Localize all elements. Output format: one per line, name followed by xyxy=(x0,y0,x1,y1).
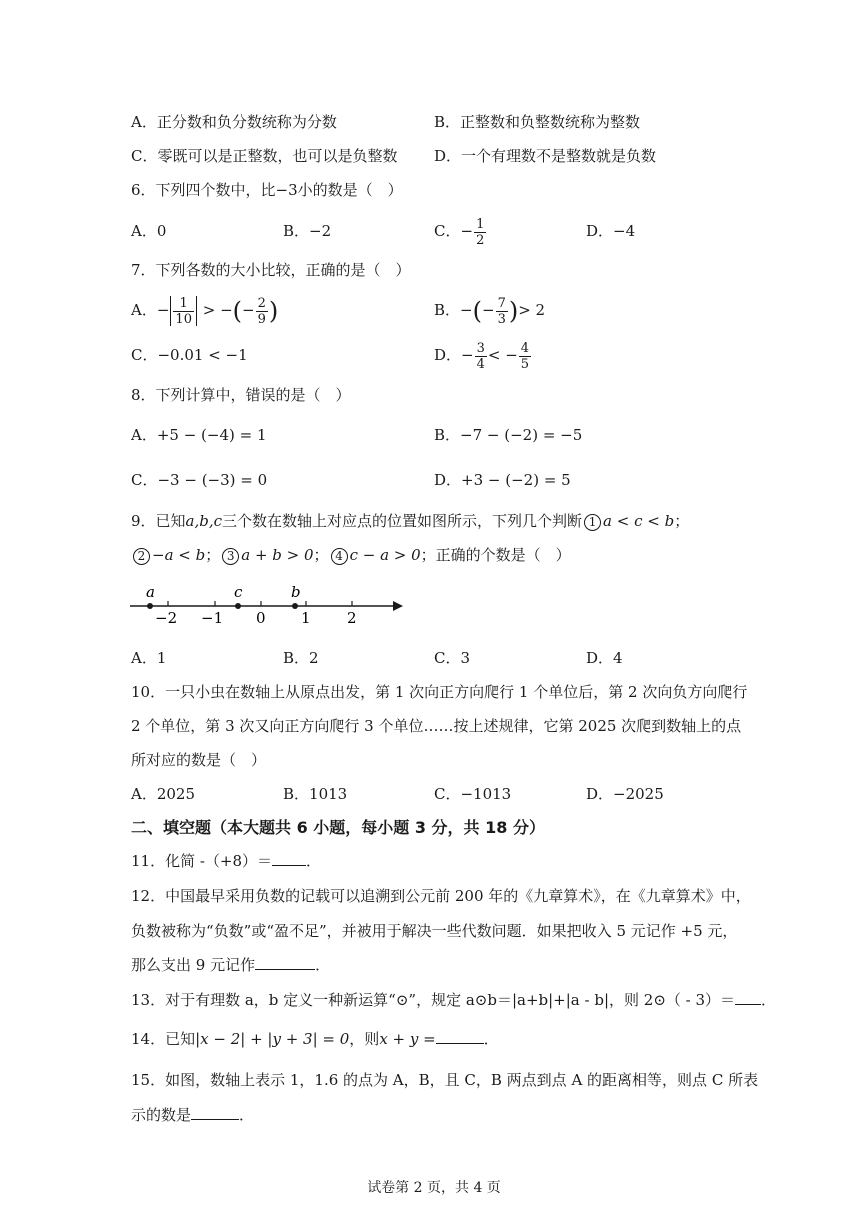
q6-option-c-denominator: 2 xyxy=(476,232,485,248)
q7-option-d-fraction-1 xyxy=(475,341,487,372)
q14-expression: x + y = xyxy=(379,1030,436,1048)
q13-text: 13．对于有理数 a，b 定义一种新运算“⊙”，规定 a⊙b＝|a+b|+|a - b|，则 2⊙（ - 3）＝ xyxy=(131,991,736,1009)
point-c-label: c xyxy=(234,583,243,601)
q9-option-b: B．2 xyxy=(283,649,319,667)
q7-option-b-fraction xyxy=(496,296,508,327)
q6-option-c xyxy=(434,212,487,250)
q5-option-a: A．正分数和负分数统称为分数 xyxy=(131,113,337,131)
q5-option-d: D．一个有理数不是整数就是负数 xyxy=(434,147,657,165)
q7-option-b-suffix: > 2 xyxy=(518,301,546,319)
q7-option-a-prefix: − xyxy=(156,301,170,319)
q6-option-c-label: C． xyxy=(434,222,461,240)
point-b-label: b xyxy=(291,583,301,601)
q7-stem: 7．下列各数的大小比较，正确的是（ ） xyxy=(131,261,411,279)
q12-end: ． xyxy=(315,956,331,974)
q9-line-1-text: 三个数在数轴上对应点的位置如图所示，下列几个判断 xyxy=(222,512,583,530)
q10-line-3: 所对应的数是（ ） xyxy=(131,751,267,769)
q11-answer-blank xyxy=(272,851,306,866)
q9-variables: a,b,c xyxy=(185,512,223,530)
q9-option-a: A．1 xyxy=(131,649,167,667)
q7-option-d-numerator-2: 4 xyxy=(520,340,530,356)
q6-option-c-numerator: 1 xyxy=(476,216,485,232)
q7-option-a-numerator-1: 1 xyxy=(173,296,194,312)
q10-option-d: D．−2025 xyxy=(586,785,664,803)
q5-option-b: B．正整数和负整数统称为整数 xyxy=(434,113,641,131)
q7-option-b-label: B． xyxy=(434,301,461,319)
q14-text-a: 14．已知 xyxy=(131,1030,196,1048)
section-2-heading: 二、填空题（本大题共 6 小题，每小题 3 分，共 18 分） xyxy=(131,818,545,837)
q14 xyxy=(131,1029,499,1049)
q5-option-c: C．零既可以是正整数，也可以是负整数 xyxy=(131,147,398,165)
page-footer: 试卷第 2 页，共 4 页 xyxy=(367,1180,501,1196)
q7-option-a-label: A． xyxy=(131,301,157,319)
q14-end: ． xyxy=(483,1030,499,1048)
tick-label-2: 2 xyxy=(347,609,357,627)
q9-line-2: 2 −a < b； 3 a + b > 0； 4 c − a > 0；正确的个数是（ ） xyxy=(131,545,571,565)
q14-text-b: ，则 xyxy=(349,1030,380,1048)
q13-end: ． xyxy=(761,991,777,1009)
number-line-arrow-icon xyxy=(393,601,403,611)
q6-option-d: D．−4 xyxy=(586,222,636,240)
q9-option-c: C．3 xyxy=(434,649,471,667)
q11-end: ． xyxy=(306,852,322,870)
q9-number-line-figure xyxy=(125,580,415,630)
q9-judgement-3-number: 3 xyxy=(222,548,239,565)
q7-option-b: B．−(− $\frac{7}{3}$ )> 2 xyxy=(434,295,546,327)
q10-line-2: 2 个单位，第 3 次又向正方向爬行 3 个单位……按上述规律，它第 2025 次爬到数轴上的点 xyxy=(131,717,742,735)
q15-line-2-text: 示的数是 xyxy=(131,1106,192,1124)
q7-option-b-numerator: 7 xyxy=(497,295,506,311)
q12-line-3-text: 那么支出 9 元记作 xyxy=(131,956,256,974)
q7-option-a-denominator-1: 10 xyxy=(175,311,192,327)
tick-label-minus-1: −1 xyxy=(201,609,224,627)
q9-line-2-end: ；正确的个数是（ ） xyxy=(420,546,571,564)
q11 xyxy=(131,851,321,871)
q7-option-d-denominator-1: 4 xyxy=(476,356,485,372)
q6-option-c-sign: − xyxy=(460,222,474,240)
q7-option-d-denominator-2: 5 xyxy=(520,356,530,372)
q12-answer-blank xyxy=(255,955,315,970)
q7-option-a-fraction-1 xyxy=(173,296,194,327)
tick-label-0: 0 xyxy=(256,609,266,627)
q8-option-b: B．−7 − (−2) = −5 xyxy=(434,426,583,444)
q9-line-1-prefix: 9．已知 xyxy=(131,512,186,530)
q12-line-3 xyxy=(131,955,330,975)
q9-judgement-1: a < c < b xyxy=(603,512,675,530)
q10-option-b: B．1013 xyxy=(283,785,348,803)
q8-option-d: D．+3 − (−2) = 5 xyxy=(434,471,571,489)
q6-stem: 6．下列四个数中，比−3小的数是（ ） xyxy=(131,181,403,199)
q7-option-b-denominator: 3 xyxy=(497,311,506,327)
q7-option-d-middle: < − xyxy=(487,346,518,364)
q7-option-d-fraction-2 xyxy=(519,341,531,372)
q9-line-1-end: ； xyxy=(674,512,690,530)
q6-option-c-fraction xyxy=(474,217,486,248)
q7-option-c: C．−0.01 < −1 xyxy=(131,346,248,364)
q7-option-d-numerator-1: 3 xyxy=(476,340,485,356)
q14-answer-blank xyxy=(436,1029,484,1044)
q7-option-a-numerator-2: 2 xyxy=(257,295,266,311)
point-a-dot xyxy=(147,603,153,609)
q15-line-2 xyxy=(131,1105,254,1125)
q12-line-2: 负数被称为“负数”或“盈不足”，并被用于解决一些代数问题．如果把收入 5 元记作 +5 元， xyxy=(131,922,738,940)
q7-option-a-middle: > − xyxy=(202,301,233,319)
q8-option-c: C．−3 − (−3) = 0 xyxy=(131,471,268,489)
q10-line-1: 10．一只小虫在数轴上从原点出发，第 1 次向正方向爬行 1 个单位后，第 2 次向负方向爬行 xyxy=(131,683,748,701)
q13 xyxy=(131,990,776,1010)
q9-judgement-4-number: 4 xyxy=(331,548,348,565)
q7-option-a: A．− $\frac{1}{10}$ > −(− $\frac{2}{9}$ ) xyxy=(131,295,279,327)
q7-option-b-prefix: − xyxy=(460,301,473,319)
q8-option-a: A．+5 − (−4) = 1 xyxy=(131,426,267,444)
point-a-label: a xyxy=(146,583,155,601)
q9-judgement-4: c − a > 0 xyxy=(349,546,421,564)
q9-judgement-2: −a < b xyxy=(152,546,206,564)
q15-end: ． xyxy=(239,1106,255,1124)
q15-answer-blank xyxy=(191,1105,239,1120)
q7-option-a-denominator-2: 9 xyxy=(257,311,266,327)
q9-line-1 xyxy=(131,511,689,531)
point-c-dot xyxy=(235,603,241,609)
q11-text: 11．化简 -（+8）＝ xyxy=(131,852,273,870)
q7-option-a-fraction-2 xyxy=(256,296,268,327)
q9-judgement-1-number: 1 xyxy=(584,514,601,531)
q9-judgement-2-number: 2 xyxy=(133,548,150,565)
q14-condition: |x − 2| + |y + 3| = 0 xyxy=(195,1030,350,1048)
q13-answer-blank xyxy=(735,990,761,1005)
tick-label-minus-2: −2 xyxy=(155,609,178,627)
q8-stem: 8．下列计算中，错误的是（ ） xyxy=(131,386,351,404)
tick-label-1: 1 xyxy=(301,609,311,627)
point-b-dot xyxy=(292,603,298,609)
q12-line-1: 12．中国最早采用负数的记载可以追溯到公元前 200 年的《九章算术》，在《九章算术》中， xyxy=(131,887,751,905)
q6-option-b: B．−2 xyxy=(283,222,332,240)
q15-line-1: 15．如图，数轴上表示 1，1.6 的点为 A，B，且 C，B 两点到点 A 的距离相等，则点 C 所表 xyxy=(131,1071,759,1089)
q6-option-a: A．0 xyxy=(131,222,167,240)
q7-option-d-label: D． xyxy=(434,346,462,364)
q10-option-c: C．−1013 xyxy=(434,785,512,803)
q7-option-d: D．− $\frac{3}{4}$ < − $\frac{4}{5}$ xyxy=(434,340,530,372)
q10-option-a: A．2025 xyxy=(131,785,196,803)
q9-option-d: D．4 xyxy=(586,649,623,667)
q9-judgement-3: a + b > 0 xyxy=(241,546,314,564)
